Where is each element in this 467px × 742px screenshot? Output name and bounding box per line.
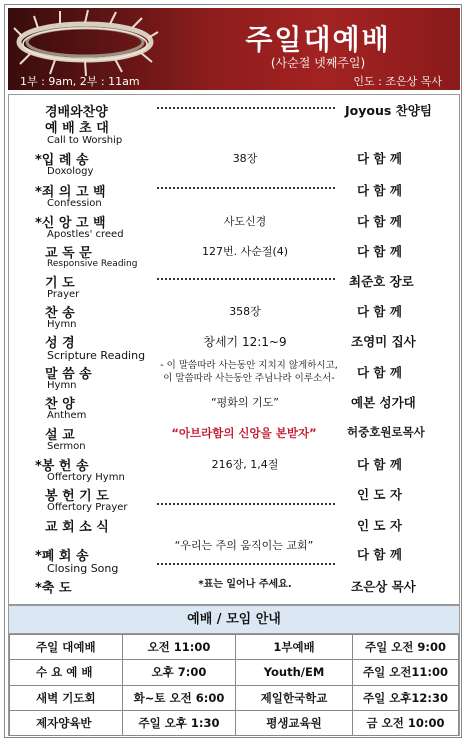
order-item-korean: 기 도 <box>45 276 75 291</box>
dotted-leader <box>157 503 335 505</box>
order-item-leader: 다 함 께 <box>357 304 402 319</box>
schedule-cell: 주일 대예배 <box>10 635 123 660</box>
order-item-detail: “평화의 기도” <box>210 396 280 409</box>
table-row <box>10 660 459 685</box>
order-item-leader: 다 함 께 <box>357 183 402 198</box>
order-item-detail: 216장, 1,4절 <box>211 458 279 471</box>
crown-of-thorns-image <box>10 8 160 78</box>
order-item-english: Apostles' creed <box>47 229 124 240</box>
schedule-cell: 수 요 예 배 <box>10 660 123 685</box>
schedule-cell: Youth/EM <box>236 660 353 685</box>
order-item-leader: 인 도 자 <box>357 487 402 502</box>
order-item-leader: 다 함 께 <box>357 244 402 259</box>
schedule-cell: 제자양육반 <box>10 710 123 735</box>
order-item-korean: *죄 의 고 백 <box>35 185 106 200</box>
schedule-cell: 평생교육원 <box>236 710 353 735</box>
malsseum-lyrics: - 이 말씀따라 사는동안 지치지 않게하시고, 이 말씀따라 사는동안 주님나라 이루소서- <box>160 360 338 384</box>
service-subtitle: (사순절 넷째주일) <box>270 56 366 70</box>
order-of-service <box>8 94 460 605</box>
service-times: 1부 : 9am, 2부 : 11am <box>20 75 140 88</box>
order-item-leader: 인 도 자 <box>357 518 402 533</box>
order-item-english: Offertory Hymn <box>47 472 125 483</box>
dotted-leader <box>157 278 335 280</box>
order-item-korean: *봉 헌 송 <box>35 459 89 474</box>
order-item-leader: 다 함 께 <box>357 457 402 472</box>
order-item-english: Offertory Prayer <box>47 502 128 513</box>
order-item-korean: *입 례 송 <box>35 153 89 168</box>
dotted-leader <box>157 187 335 189</box>
service-title: 주일대예배 <box>245 23 391 56</box>
order-item-korean: 교 독 문 <box>45 246 92 261</box>
order-item-english: Call to Worship <box>47 135 123 146</box>
order-item-korean: 경배와찬양 <box>45 105 108 120</box>
schedule-cell: 화~토 오전 6:00 <box>123 685 236 710</box>
order-item-english: Scripture Reading <box>47 349 146 362</box>
order-item-leader: 다 함 께 <box>357 214 402 229</box>
schedule-cell: 새벽 기도회 <box>10 685 123 710</box>
order-item-leader: Joyous 찬양팀 <box>345 103 432 118</box>
order-item-english: Closing Song <box>47 562 119 575</box>
order-item-english: Responsive Reading <box>47 259 138 269</box>
service-leader: 인도 : 조은상 목사 <box>353 75 442 88</box>
order-item-english: Prayer <box>47 289 80 300</box>
order-item-leader: 조영미 집사 <box>351 334 416 349</box>
order-item-korean: 찬 송 <box>45 306 75 321</box>
order-item-korean: 교 회 소 식 <box>45 520 109 535</box>
order-item-detail: 127번. 사순절(4) <box>201 245 289 258</box>
table-row <box>10 685 459 710</box>
schedule-cell: 제일한국학교 <box>236 685 353 710</box>
meeting-schedule <box>8 605 460 736</box>
order-item-leader: 다 함 께 <box>357 151 402 166</box>
order-item-leader: 다 함 께 <box>357 365 402 380</box>
header-banner <box>8 8 460 90</box>
order-item-korean: 예 배 초 대 <box>45 121 109 136</box>
schedule-cell: 오후 7:00 <box>123 660 236 685</box>
order-item-english: Hymn <box>47 380 77 391</box>
schedule-cell: 1부예배 <box>236 635 353 660</box>
bulletin-page <box>4 4 462 738</box>
standing-note: *표는 일어나 주세요. <box>198 579 292 590</box>
order-item-leader: 예본 성가대 <box>351 395 416 410</box>
schedule-cell: 주일 오후12:30 <box>353 685 459 710</box>
order-item-korean: 찬 양 <box>45 397 75 412</box>
order-item-detail: 358장 <box>229 305 261 318</box>
order-item-korean: *신 앙 고 백 <box>35 216 106 231</box>
schedule-heading: 예배 / 모임 안내 <box>9 606 459 634</box>
order-item-leader: 다 함 께 <box>357 547 402 562</box>
order-item-english: Doxology <box>47 166 94 177</box>
table-row <box>10 710 459 735</box>
order-item-korean: 성 경 <box>45 336 75 351</box>
order-item-korean: *폐 회 송 <box>35 549 89 564</box>
schedule-cell: 주일 오전 9:00 <box>353 635 459 660</box>
schedule-table <box>9 634 459 736</box>
order-item-english: Confession <box>47 198 102 209</box>
dotted-leader <box>157 563 335 565</box>
order-item-english: Hymn <box>47 319 77 330</box>
table-row <box>10 635 459 660</box>
schedule-cell: 주일 오후 1:30 <box>123 710 236 735</box>
order-item-leader: 최준호 장로 <box>349 274 414 289</box>
closing-song-title: “우리는 주의 움직이는 교회” <box>174 539 314 552</box>
order-item-korean: *축 도 <box>35 581 72 596</box>
order-item-english: Sermon <box>47 441 86 452</box>
order-item-leader: 허중호원로목사 <box>347 425 425 439</box>
schedule-cell: 오전 11:00 <box>123 635 236 660</box>
dotted-leader <box>157 107 335 109</box>
order-item-korean: 봉 헌 기 도 <box>45 489 109 504</box>
schedule-cell: 주일 오전11:00 <box>353 660 459 685</box>
order-item-detail: 38장 <box>232 152 258 165</box>
order-item-detail: 사도신경 <box>223 215 267 228</box>
order-item-detail: 창세기 12:1~9 <box>203 335 287 349</box>
sermon-title: “아브라함의 신앙을 본받자” <box>171 426 317 440</box>
order-item-leader: 조은상 목사 <box>351 579 416 594</box>
schedule-cell: 금 오전 10:00 <box>353 710 459 735</box>
order-item-english: Anthem <box>47 410 87 421</box>
order-item-korean: 말 씀 송 <box>45 367 92 382</box>
order-item-korean: 설 교 <box>45 428 75 443</box>
